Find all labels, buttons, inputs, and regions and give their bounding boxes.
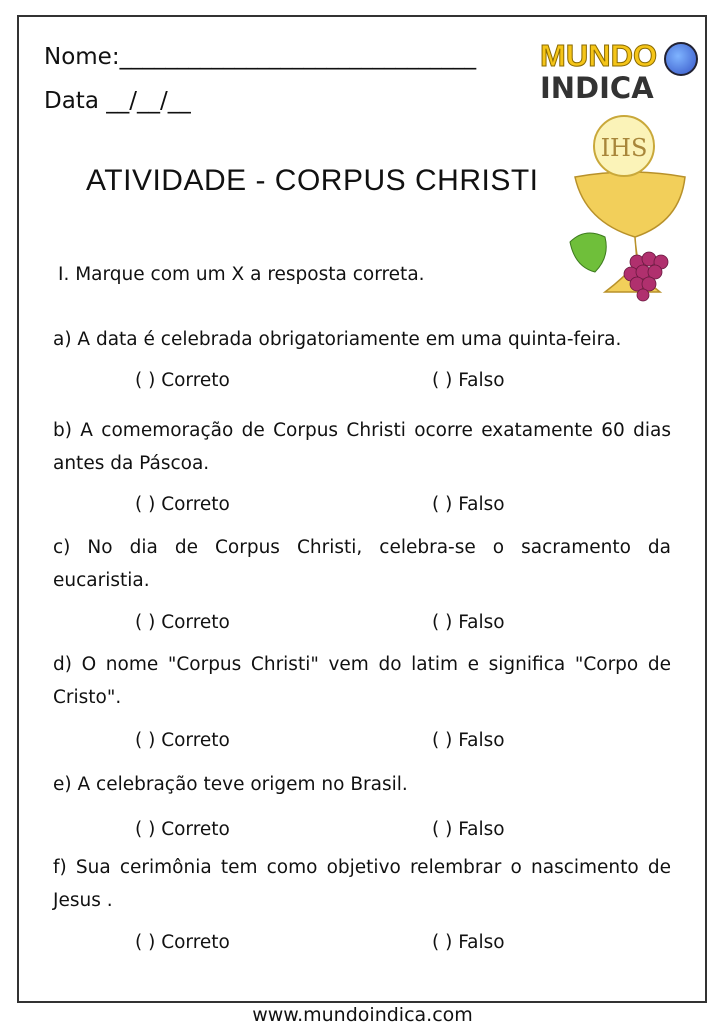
logo-line2: INDICA (540, 71, 654, 105)
question-f: f) Sua cerimônia tem como objetivo relembrar o nascimento de Jesus . (53, 857, 671, 911)
question-c: c) No dia de Corpus Christi, celebra-se o sacramento da eucaristia. (53, 537, 671, 591)
question-b: b) A comemoração de Corpus Christi ocorre exatamente 60 dias antes da Páscoa. (53, 420, 671, 474)
option-false-d[interactable]: ( ) Falso (432, 730, 505, 751)
option-false-b[interactable]: ( ) Falso (432, 494, 505, 515)
option-false-a[interactable]: ( ) Falso (432, 370, 505, 391)
chalice-illustration (565, 112, 695, 302)
option-false-c[interactable]: ( ) Falso (432, 612, 505, 633)
name-field: Nome:_______________________________ (44, 44, 477, 70)
globe-mascot-icon (664, 42, 698, 76)
mundo-indica-logo (540, 40, 700, 110)
question-d: d) O nome "Corpus Christi" vem do latim e significa "Corpo de Cristo". (53, 654, 671, 708)
option-correct-c[interactable]: ( ) Correto (135, 612, 230, 633)
question-a: a) A data é celebrada obrigatoriamente em uma quinta-feira. (53, 329, 622, 350)
page-title: ATIVIDADE - CORPUS CHRISTI (86, 164, 539, 197)
option-false-f[interactable]: ( ) Falso (432, 932, 505, 953)
footer-website: www.mundoindica.com (252, 1004, 473, 1026)
instruction: I. Marque com um X a resposta correta. (58, 264, 425, 285)
option-correct-f[interactable]: ( ) Correto (135, 932, 230, 953)
host-ihs: IHS (600, 134, 648, 162)
question-e: e) A celebração teve origem no Brasil. (53, 774, 408, 795)
logo-line1: MUNDO (540, 38, 658, 73)
option-correct-b[interactable]: ( ) Correto (135, 494, 230, 515)
date-field: Data __/__/__ (44, 88, 191, 114)
option-false-e[interactable]: ( ) Falso (432, 819, 505, 840)
option-correct-d[interactable]: ( ) Correto (135, 730, 230, 751)
option-correct-a[interactable]: ( ) Correto (135, 370, 230, 391)
option-correct-e[interactable]: ( ) Correto (135, 819, 230, 840)
